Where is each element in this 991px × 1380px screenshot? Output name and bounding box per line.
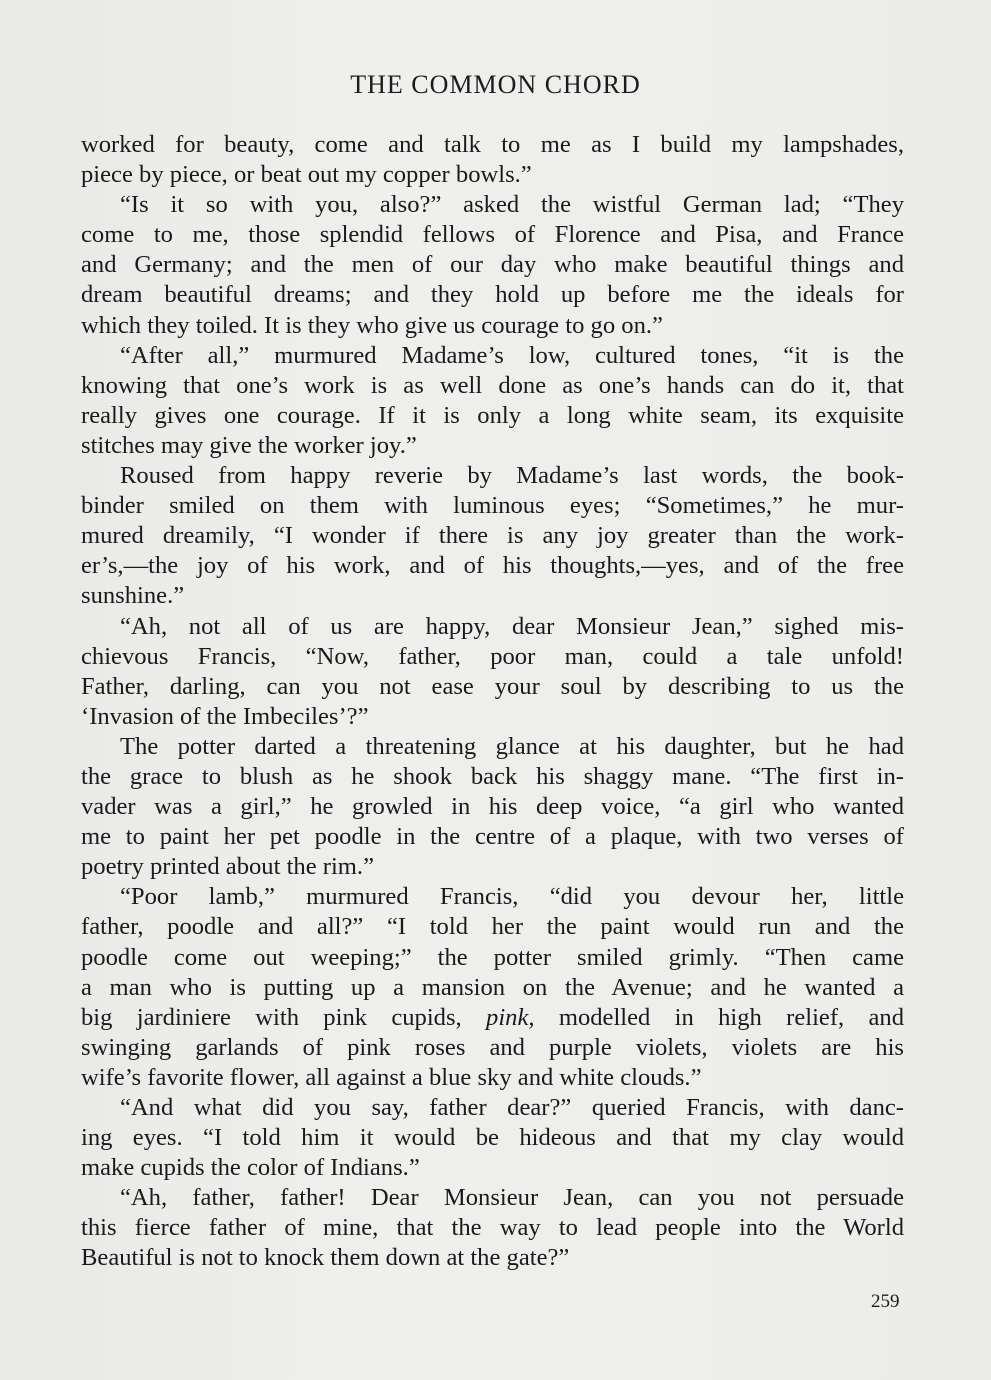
text-line: The potter darted a threatening glance at his daughter, but he had bbox=[120, 732, 904, 760]
text-line: knowing that one’s work is as well done as one’s hands can do it, that bbox=[81, 371, 904, 399]
text-line: “Poor lamb,” murmured Francis, “did you devour her, little bbox=[120, 883, 904, 911]
text-line: really gives one courage. If it is only a long white seam, its exquisite bbox=[81, 401, 904, 429]
text-line: sunshine.” bbox=[81, 582, 185, 610]
emphasis: pink, bbox=[486, 1003, 535, 1031]
text-line: mured dreamily, “I wonder if there is any joy greater than the work- bbox=[81, 522, 904, 550]
text-line: Father, darling, can you not ease your soul by describing to us the bbox=[81, 672, 904, 700]
text-line: “After all,” murmured Madame’s low, cultured tones, “it is the bbox=[120, 341, 904, 369]
text-line: Roused from happy reverie by Madame’s last words, the book- bbox=[120, 462, 904, 490]
text-line: “Ah, father, father! Dear Monsieur Jean, can you not persuade bbox=[120, 1184, 904, 1212]
text-line: “And what did you say, father dear?” queried Francis, with danc- bbox=[120, 1094, 904, 1121]
text-line: vader was a girl,” he growled in his deep voice, “a girl who wanted bbox=[81, 793, 904, 821]
text-line: ‘Invasion of the Imbeciles’?” bbox=[81, 702, 369, 730]
text-line: big jardiniere with pink cupids, pink, modelled in high relief, and bbox=[81, 1003, 904, 1031]
text-line: poodle come out weeping;” the potter smiled grimly. “Then came bbox=[81, 943, 904, 971]
text-line: er’s,—the joy of his work, and of his thoughts,—yes, and of the free bbox=[81, 552, 904, 580]
text-line: wife’s favorite flower, all against a blue sky and white clouds.” bbox=[81, 1063, 702, 1091]
text-line: and Germany; and the men of our day who make beautiful things and bbox=[81, 251, 904, 279]
text-line: binder smiled on them with luminous eyes; “Sometimes,” he mur- bbox=[81, 492, 904, 520]
text-line: dream beautiful dreams; and they hold up before me the ideals for bbox=[81, 281, 904, 309]
text-line: poetry printed about the rim.” bbox=[81, 853, 374, 881]
text-line: “Ah, not all of us are happy, dear Monsieur Jean,” sighed mis- bbox=[120, 612, 904, 640]
text-line: the grace to blush as he shook back his shaggy mane. “The first in- bbox=[81, 762, 904, 790]
text-line: “Is it so with you, also?” asked the wistful German lad; “They bbox=[120, 191, 904, 219]
text-line: Beautiful is not to knock them down at the gate?” bbox=[81, 1244, 570, 1272]
text-line: worked for beauty, come and talk to me as I build my lampshades, bbox=[81, 131, 904, 158]
text-line: father, poodle and all?” “I told her the paint would run and the bbox=[81, 913, 904, 941]
text-line: this fierce father of mine, that the way to lead people into the World bbox=[81, 1214, 904, 1242]
text-line: come to me, those splendid fellows of Florence and Pisa, and France bbox=[81, 221, 904, 249]
text-line: me to paint her pet poodle in the centre of a plaque, with two verses of bbox=[81, 823, 904, 851]
text-line: stitches may give the worker joy.” bbox=[81, 431, 417, 459]
text-line: a man who is putting up a mansion on the Avenue; and he wanted a bbox=[81, 973, 904, 1001]
page-number: 259 bbox=[871, 1291, 900, 1312]
body-text bbox=[81, 130, 904, 1274]
text-line: piece by piece, or beat out my copper bowls.” bbox=[81, 161, 532, 189]
text-line: ing eyes. “I told him it would be hideous and that my clay would bbox=[81, 1124, 904, 1152]
text-line: swinging garlands of pink roses and purple violets, violets are his bbox=[81, 1033, 904, 1061]
text-line: which they toiled. It is they who give us courage to go on.” bbox=[81, 311, 663, 339]
running-head: THE COMMON CHORD bbox=[350, 70, 641, 99]
text-line: make cupids the color of Indians.” bbox=[81, 1154, 420, 1182]
text-line: chievous Francis, “Now, father, poor man, could a tale unfold! bbox=[81, 642, 904, 670]
